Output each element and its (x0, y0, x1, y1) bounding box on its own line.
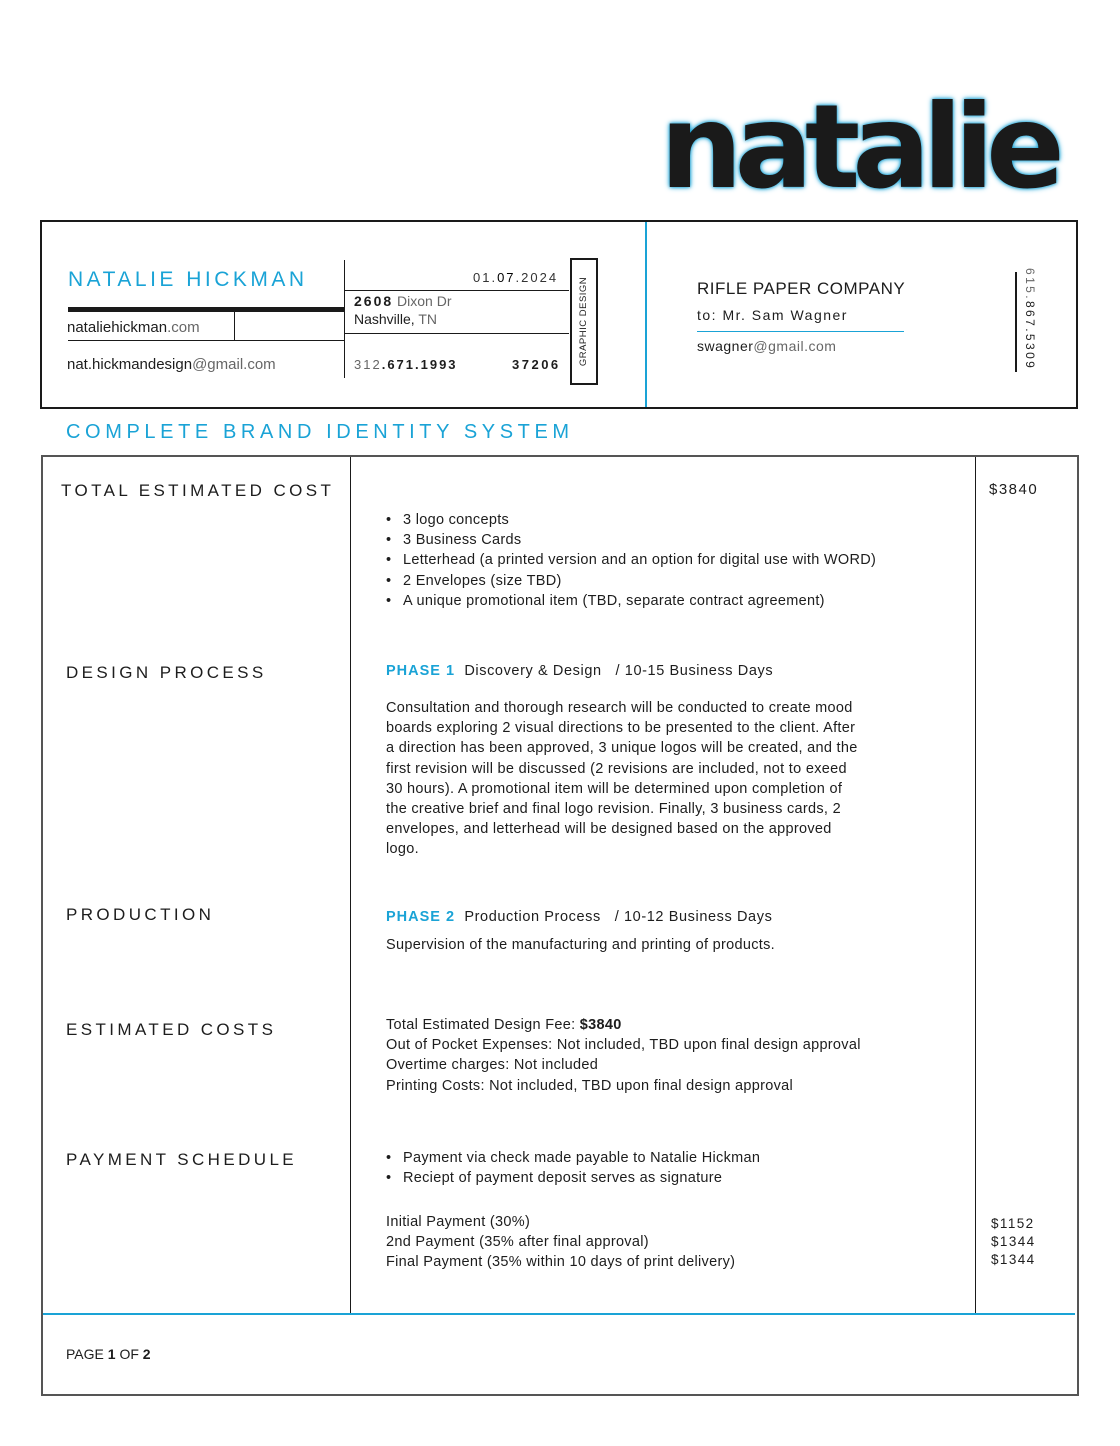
section-label-production: PRODUCTION (66, 905, 215, 924)
client-recipient: to: Mr. Sam Wagner (697, 307, 848, 323)
designer-phone: 312.671.1993 (354, 357, 458, 372)
client-underline (697, 331, 904, 332)
divider-line (234, 312, 235, 340)
list-item: • Letterhead (a printed version and an option for digital use with WORD) (386, 550, 876, 570)
list-item: • Reciept of payment deposit serves as signature (386, 1168, 760, 1188)
deliverables-list (386, 510, 876, 611)
designer-street: 2608 Dixon Dr (354, 293, 452, 309)
designer-email[interactable]: nat.hickmandesign@gmail.com (67, 356, 276, 373)
total-price: $3840 (989, 481, 1039, 498)
designer-zip: 37206 (512, 357, 561, 372)
list-item: Out of Pocket Expenses: Not included, TBD upon final design approval (386, 1037, 861, 1054)
list-item: Overtime charges: Not included (386, 1057, 599, 1074)
list-item: • 3 logo concepts (386, 510, 876, 530)
column-divider (975, 457, 976, 1314)
installment-amounts (991, 1215, 1036, 1269)
list-item: Final Payment (35% within 10 days of print delivery) (386, 1254, 736, 1271)
footer-divider (43, 1313, 1075, 1315)
client-email[interactable]: swagner@gmail.com (697, 338, 837, 354)
divider-line (344, 260, 345, 378)
section-label-costs: ESTIMATED COSTS (66, 1020, 277, 1039)
divider-line (1015, 272, 1017, 372)
phase-1-heading: PHASE 1 Discovery & Design / 10-15 Business Days (386, 663, 774, 679)
installment-amount: $1344 (991, 1234, 1036, 1249)
page-indicator: PAGE 1 OF 2 (66, 1346, 151, 1362)
designer-website[interactable]: nataliehickman.com (67, 319, 200, 336)
list-item: • Payment via check made payable to Natalie Hickman (386, 1148, 760, 1168)
list-item: • A unique promotional item (TBD, separate contract agreement) (386, 591, 876, 611)
phase-2-description: Supervision of the manufacturing and printing of products. (386, 937, 775, 953)
section-label-total: TOTAL ESTIMATED COST (61, 481, 335, 500)
divider-line (68, 340, 344, 341)
client-company: RIFLE PAPER COMPANY (697, 279, 906, 298)
name-underline (68, 307, 345, 312)
designer-name: NATALIE HICKMAN (68, 268, 308, 291)
designer-city: Nashville, TN (354, 311, 438, 327)
column-divider (350, 457, 351, 1314)
phase-1-description: Consultation and thorough research will be conducted to create mood boards exploring 2 visual directions to be presented to the client. After a direction has been approved, 3 unique logos will be created, and the first revision will be discussed (2 revisions are included, not to exeed 30 hours). A promotional item will be determined upon completion of the creative brief and final logo revision. Finally, 3 business cards, 2 envelopes, and letterhead will be designed based on the approved logo. (386, 700, 858, 858)
section-label-design: DESIGN PROCESS (66, 663, 267, 682)
installment-amount: $1344 (991, 1252, 1036, 1267)
header-box (40, 220, 1078, 409)
list-item: Printing Costs: Not included, TBD upon final design approval (386, 1077, 794, 1094)
list-item: 2nd Payment (35% after final approval) (386, 1234, 649, 1251)
installments-list (386, 1212, 735, 1273)
client-phone: 615.867.5309 (1023, 268, 1037, 371)
header-divider (645, 222, 647, 407)
costs-list (386, 1015, 861, 1096)
section-label-payment: PAYMENT SCHEDULE (66, 1150, 298, 1169)
project-title: COMPLETE BRAND IDENTITY SYSTEM (66, 421, 574, 443)
list-item: • 2 Envelopes (size TBD) (386, 571, 876, 591)
installment-amount: $1152 (991, 1216, 1035, 1231)
payment-terms-list (386, 1148, 760, 1188)
phase-2-heading: PHASE 2 Production Process / 10-12 Business Days (386, 909, 773, 925)
list-item: Total Estimated Design Fee: $3840 (386, 1017, 622, 1033)
tagline-box (570, 258, 598, 385)
brand-logo: natalie (660, 80, 1057, 215)
proposal-date: 01.07.2024 (473, 270, 559, 285)
list-item: • 3 Business Cards (386, 530, 876, 550)
divider-line (344, 290, 569, 291)
list-item: Initial Payment (30%) (386, 1214, 531, 1230)
tagline: GRAPHIC DESIGN (578, 276, 590, 367)
divider-line (344, 333, 569, 334)
